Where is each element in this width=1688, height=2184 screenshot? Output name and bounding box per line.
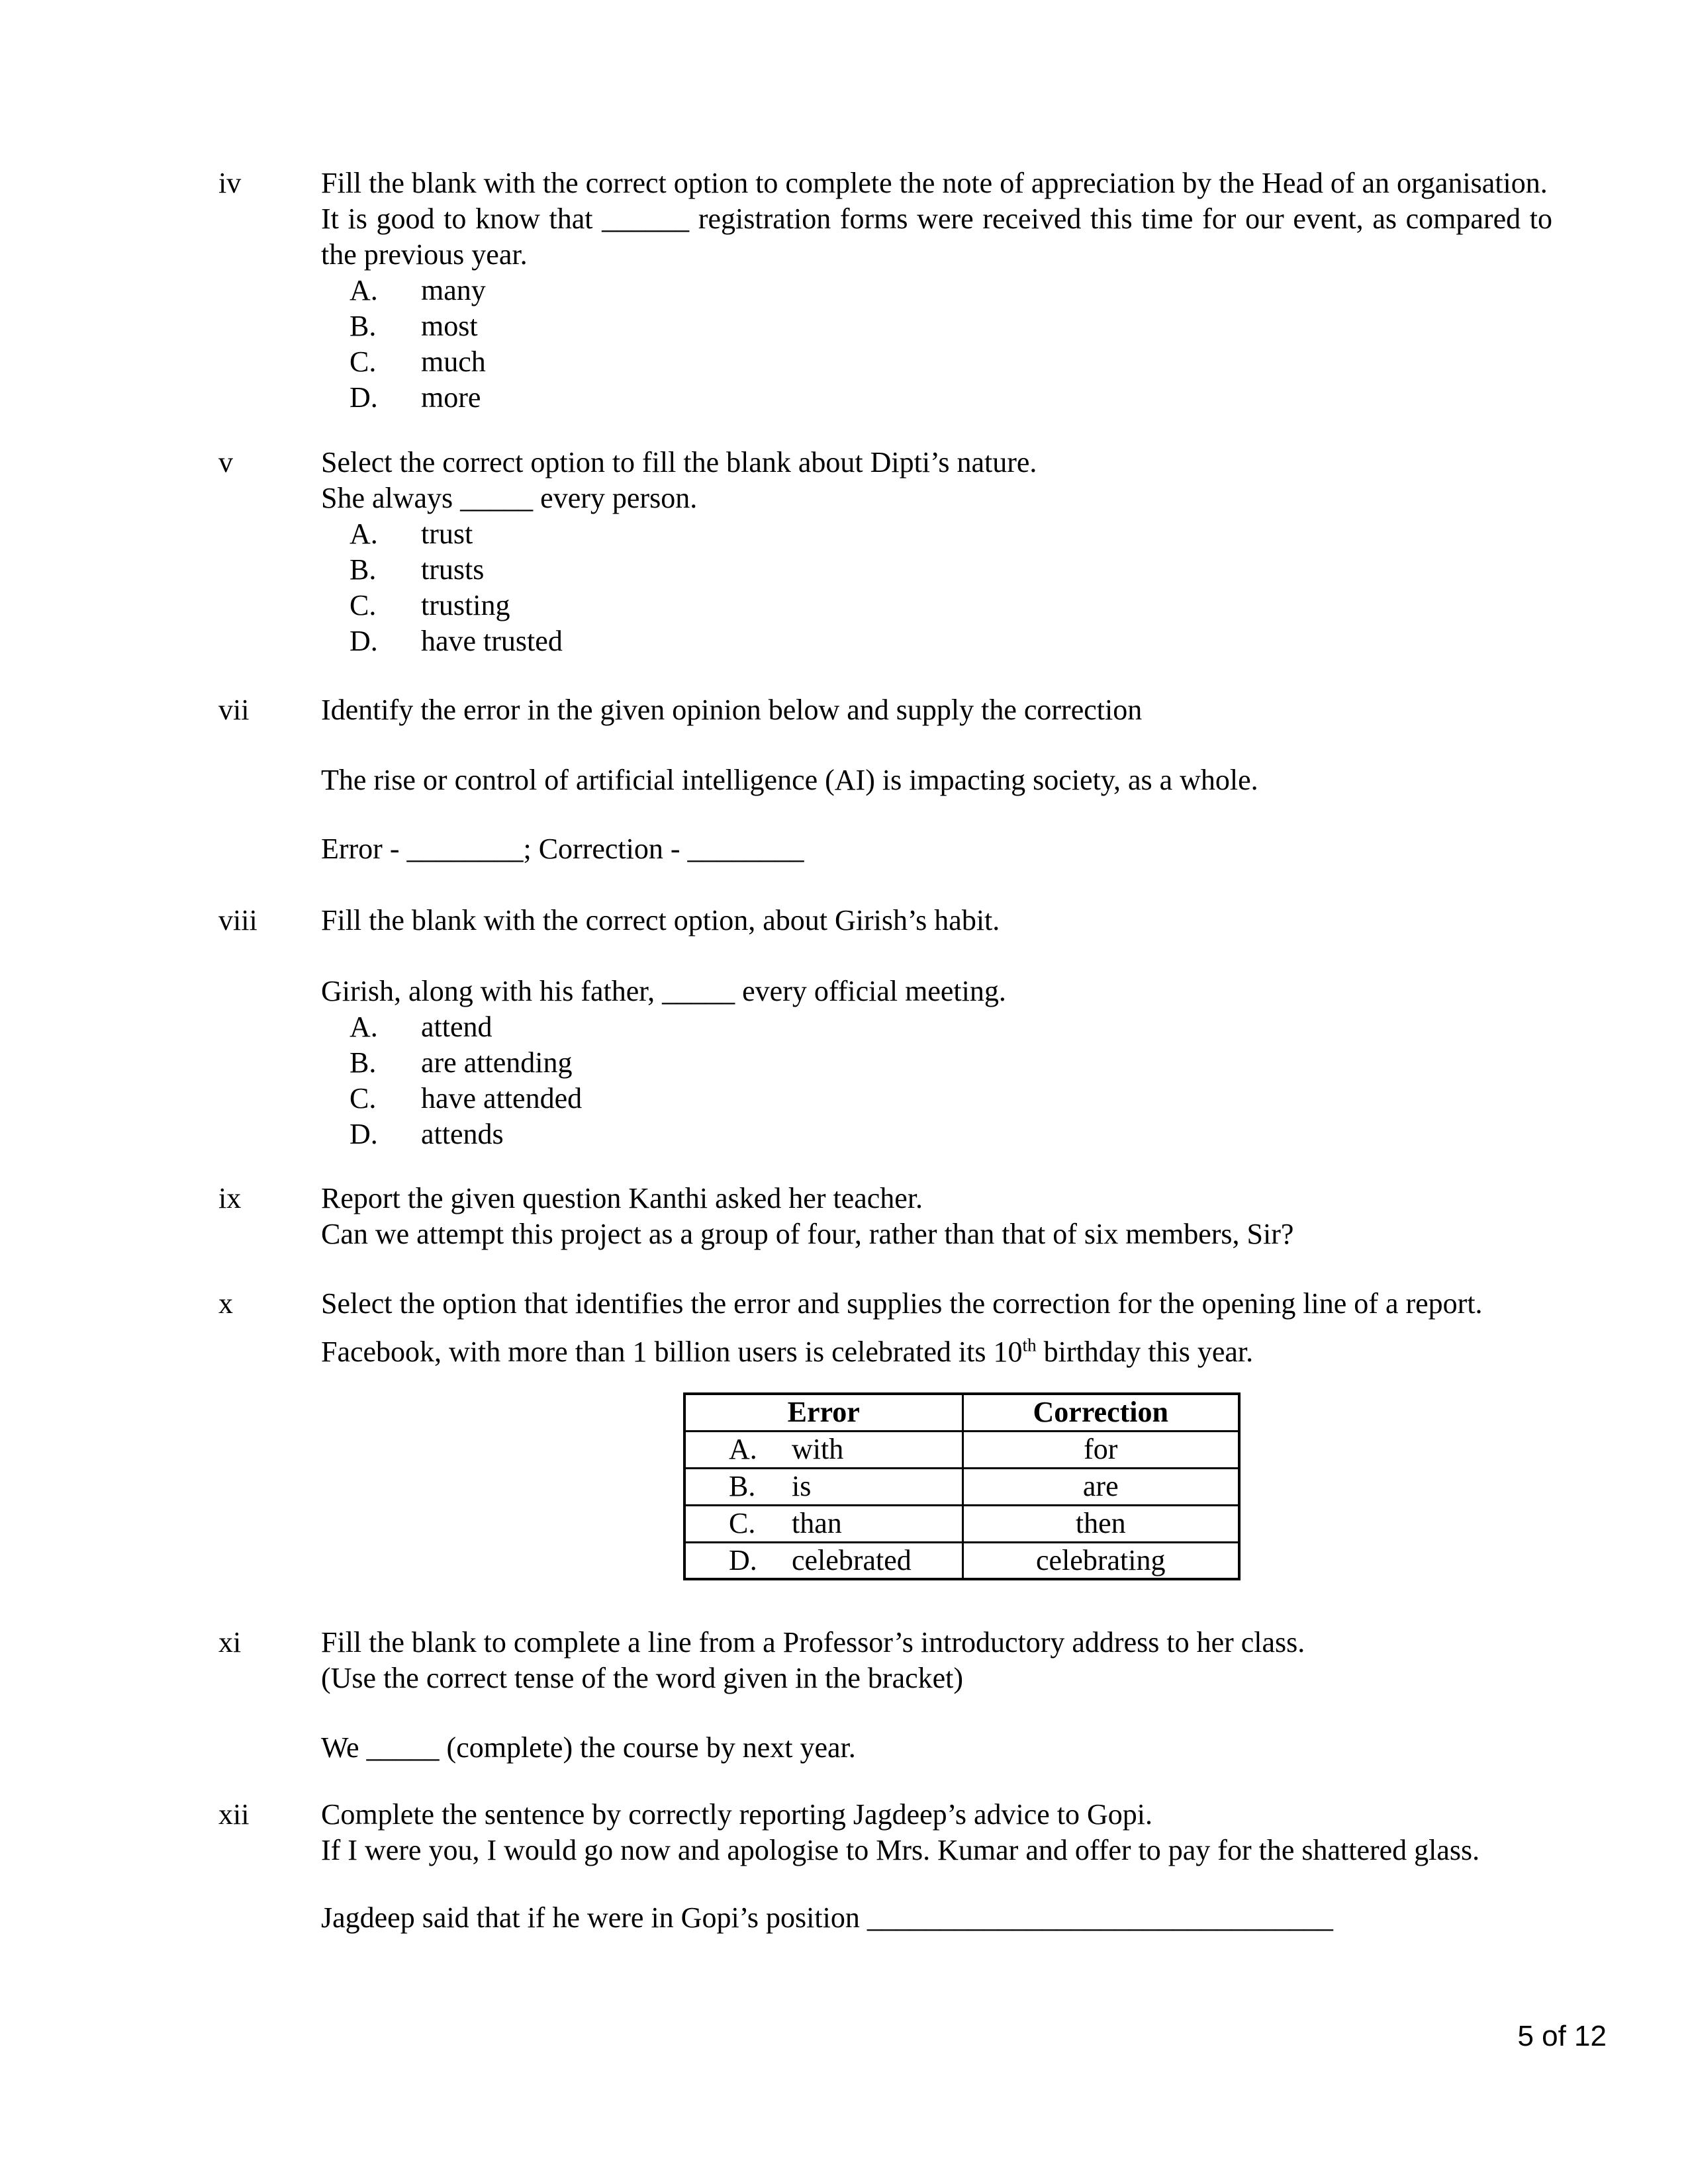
option-text: trusts xyxy=(421,553,485,586)
error-text: than xyxy=(792,1507,842,1539)
option-letter: B. xyxy=(350,553,377,586)
question-prompt: Identify the error in the given opinion below and supply the correction xyxy=(321,694,1143,726)
question-vii xyxy=(218,692,1552,867)
answer-prefix: Jagdeep said that if he were in Gopi’s position xyxy=(321,1901,867,1934)
error-correction-table xyxy=(683,1392,1241,1580)
option-letter: A. xyxy=(350,274,378,306)
answer-blank: ________________________________ xyxy=(867,1901,1333,1934)
column-header-error: Error xyxy=(684,1394,962,1431)
table-row xyxy=(684,1542,1239,1579)
option-text: more xyxy=(421,381,481,414)
question-numeral: ix xyxy=(218,1182,242,1214)
option-letter: A. xyxy=(350,1011,378,1043)
question-xii xyxy=(218,1797,1552,1936)
correction-text: then xyxy=(962,1505,1239,1542)
option-row xyxy=(350,1116,1552,1152)
option-text: trust xyxy=(421,518,473,550)
option-row xyxy=(350,588,1552,623)
error-text: celebrated xyxy=(792,1543,912,1576)
question-prompt: Fill the blank with the correct option, about Girish’s habit. xyxy=(321,904,1000,936)
question-v xyxy=(218,445,1552,659)
option-text: are attending xyxy=(421,1046,573,1079)
option-row xyxy=(350,344,1552,380)
question-sentence xyxy=(321,1334,1552,1370)
option-text: attend xyxy=(421,1011,492,1043)
option-letter: C. xyxy=(350,589,377,621)
question-prompt: Fill the blank with the correct option to complete the note of appreciation by the Head of an organisation. xyxy=(321,167,1548,199)
question-sentence: Girish, along with his father, _____ every official meeting. xyxy=(321,975,1006,1007)
option-letter: D. xyxy=(350,381,378,414)
option-row xyxy=(350,623,1552,659)
option-row xyxy=(350,1009,1552,1045)
option-letter: D. xyxy=(350,1118,378,1150)
reported-speech-answer-line xyxy=(321,1900,1552,1936)
option-text: many xyxy=(421,274,486,306)
question-numeral: viii xyxy=(218,904,258,936)
question-sentence: She always _____ every person. xyxy=(321,482,698,514)
option-letter: D. xyxy=(350,625,378,657)
option-letter: B. xyxy=(350,1046,377,1079)
question-sentence: The rise or control of artificial intelligence (AI) is impacting society, as a whole. xyxy=(321,764,1258,796)
sentence-text: birthday this year. xyxy=(1036,1336,1254,1368)
question-numeral: xi xyxy=(218,1626,242,1659)
option-letter: A. xyxy=(350,518,378,550)
option-letter: B. xyxy=(729,1470,756,1502)
question-prompt: Fill the blank to complete a line from a Professor’s introductory address to her class. xyxy=(321,1626,1305,1659)
correction-text: for xyxy=(962,1431,1239,1468)
table-row xyxy=(684,1431,1239,1468)
question-numeral: vii xyxy=(218,694,250,726)
question-numeral: x xyxy=(218,1287,233,1320)
question-sentence: It is good to know that ______ registration forms were received this time for our event, as compared to the previous year. xyxy=(321,203,1552,271)
option-text: have attended xyxy=(421,1082,583,1115)
error-text: with xyxy=(792,1433,844,1465)
sentence-text: Facebook, with more than 1 billion users is celebrated its 10 xyxy=(321,1336,1023,1368)
question-prompt: Select the option that identifies the error and supplies the correction for the opening line of a report. xyxy=(321,1287,1483,1320)
question-viii xyxy=(218,903,1552,1152)
page-number: 5 of 12 xyxy=(1517,2020,1607,2052)
option-row xyxy=(350,1081,1552,1116)
question-sentence: If I were you, I would go now and apologise to Mrs. Kumar and offer to pay for the shattered glass. xyxy=(321,1834,1480,1866)
option-text: most xyxy=(421,310,478,342)
correction-text: celebrating xyxy=(962,1542,1239,1579)
option-letter: A. xyxy=(729,1433,757,1465)
option-letter: C. xyxy=(350,1082,377,1115)
question-sentence: Can we attempt this project as a group of four, rather than that of six members, Sir? xyxy=(321,1218,1294,1250)
table-row xyxy=(684,1468,1239,1505)
options-list xyxy=(321,516,1552,659)
question-xi xyxy=(218,1625,1552,1766)
question-sentence: We _____ (complete) the course by next year. xyxy=(321,1731,856,1764)
option-text: attends xyxy=(421,1118,504,1150)
option-letter: D. xyxy=(729,1543,757,1576)
question-prompt: Select the correct option to fill the blank about Dipti’s nature. xyxy=(321,446,1037,478)
option-row xyxy=(350,380,1552,416)
question-note: (Use the correct tense of the word given in the bracket) xyxy=(321,1662,964,1694)
table-row xyxy=(684,1505,1239,1542)
option-row xyxy=(350,273,1552,308)
question-prompt: Complete the sentence by correctly reporting Jagdeep’s advice to Gopi. xyxy=(321,1798,1153,1831)
option-letter: C. xyxy=(350,345,377,378)
question-numeral: v xyxy=(218,446,233,478)
error-correction-answer-line: Error - ________; Correction - ________ xyxy=(321,833,804,865)
option-letter: C. xyxy=(729,1507,756,1539)
column-header-correction: Correction xyxy=(962,1394,1239,1431)
question-ix xyxy=(218,1181,1552,1252)
question-x xyxy=(218,1286,1552,1580)
error-text: is xyxy=(792,1470,812,1502)
options-list xyxy=(321,273,1552,416)
question-numeral: xii xyxy=(218,1798,250,1831)
option-row xyxy=(350,308,1552,344)
correction-text: are xyxy=(962,1468,1239,1505)
option-text: much xyxy=(421,345,486,378)
option-text: have trusted xyxy=(421,625,563,657)
option-row xyxy=(350,516,1552,552)
option-row xyxy=(350,1045,1552,1081)
option-text: trusting xyxy=(421,589,510,621)
question-prompt: Report the given question Kanthi asked her teacher. xyxy=(321,1182,923,1214)
option-row xyxy=(350,552,1552,588)
table-header-row xyxy=(684,1394,1239,1431)
question-numeral: iv xyxy=(218,167,242,199)
options-list xyxy=(321,1009,1552,1152)
question-iv xyxy=(218,165,1552,416)
ordinal-superscript: th xyxy=(1022,1335,1037,1355)
option-letter: B. xyxy=(350,310,377,342)
